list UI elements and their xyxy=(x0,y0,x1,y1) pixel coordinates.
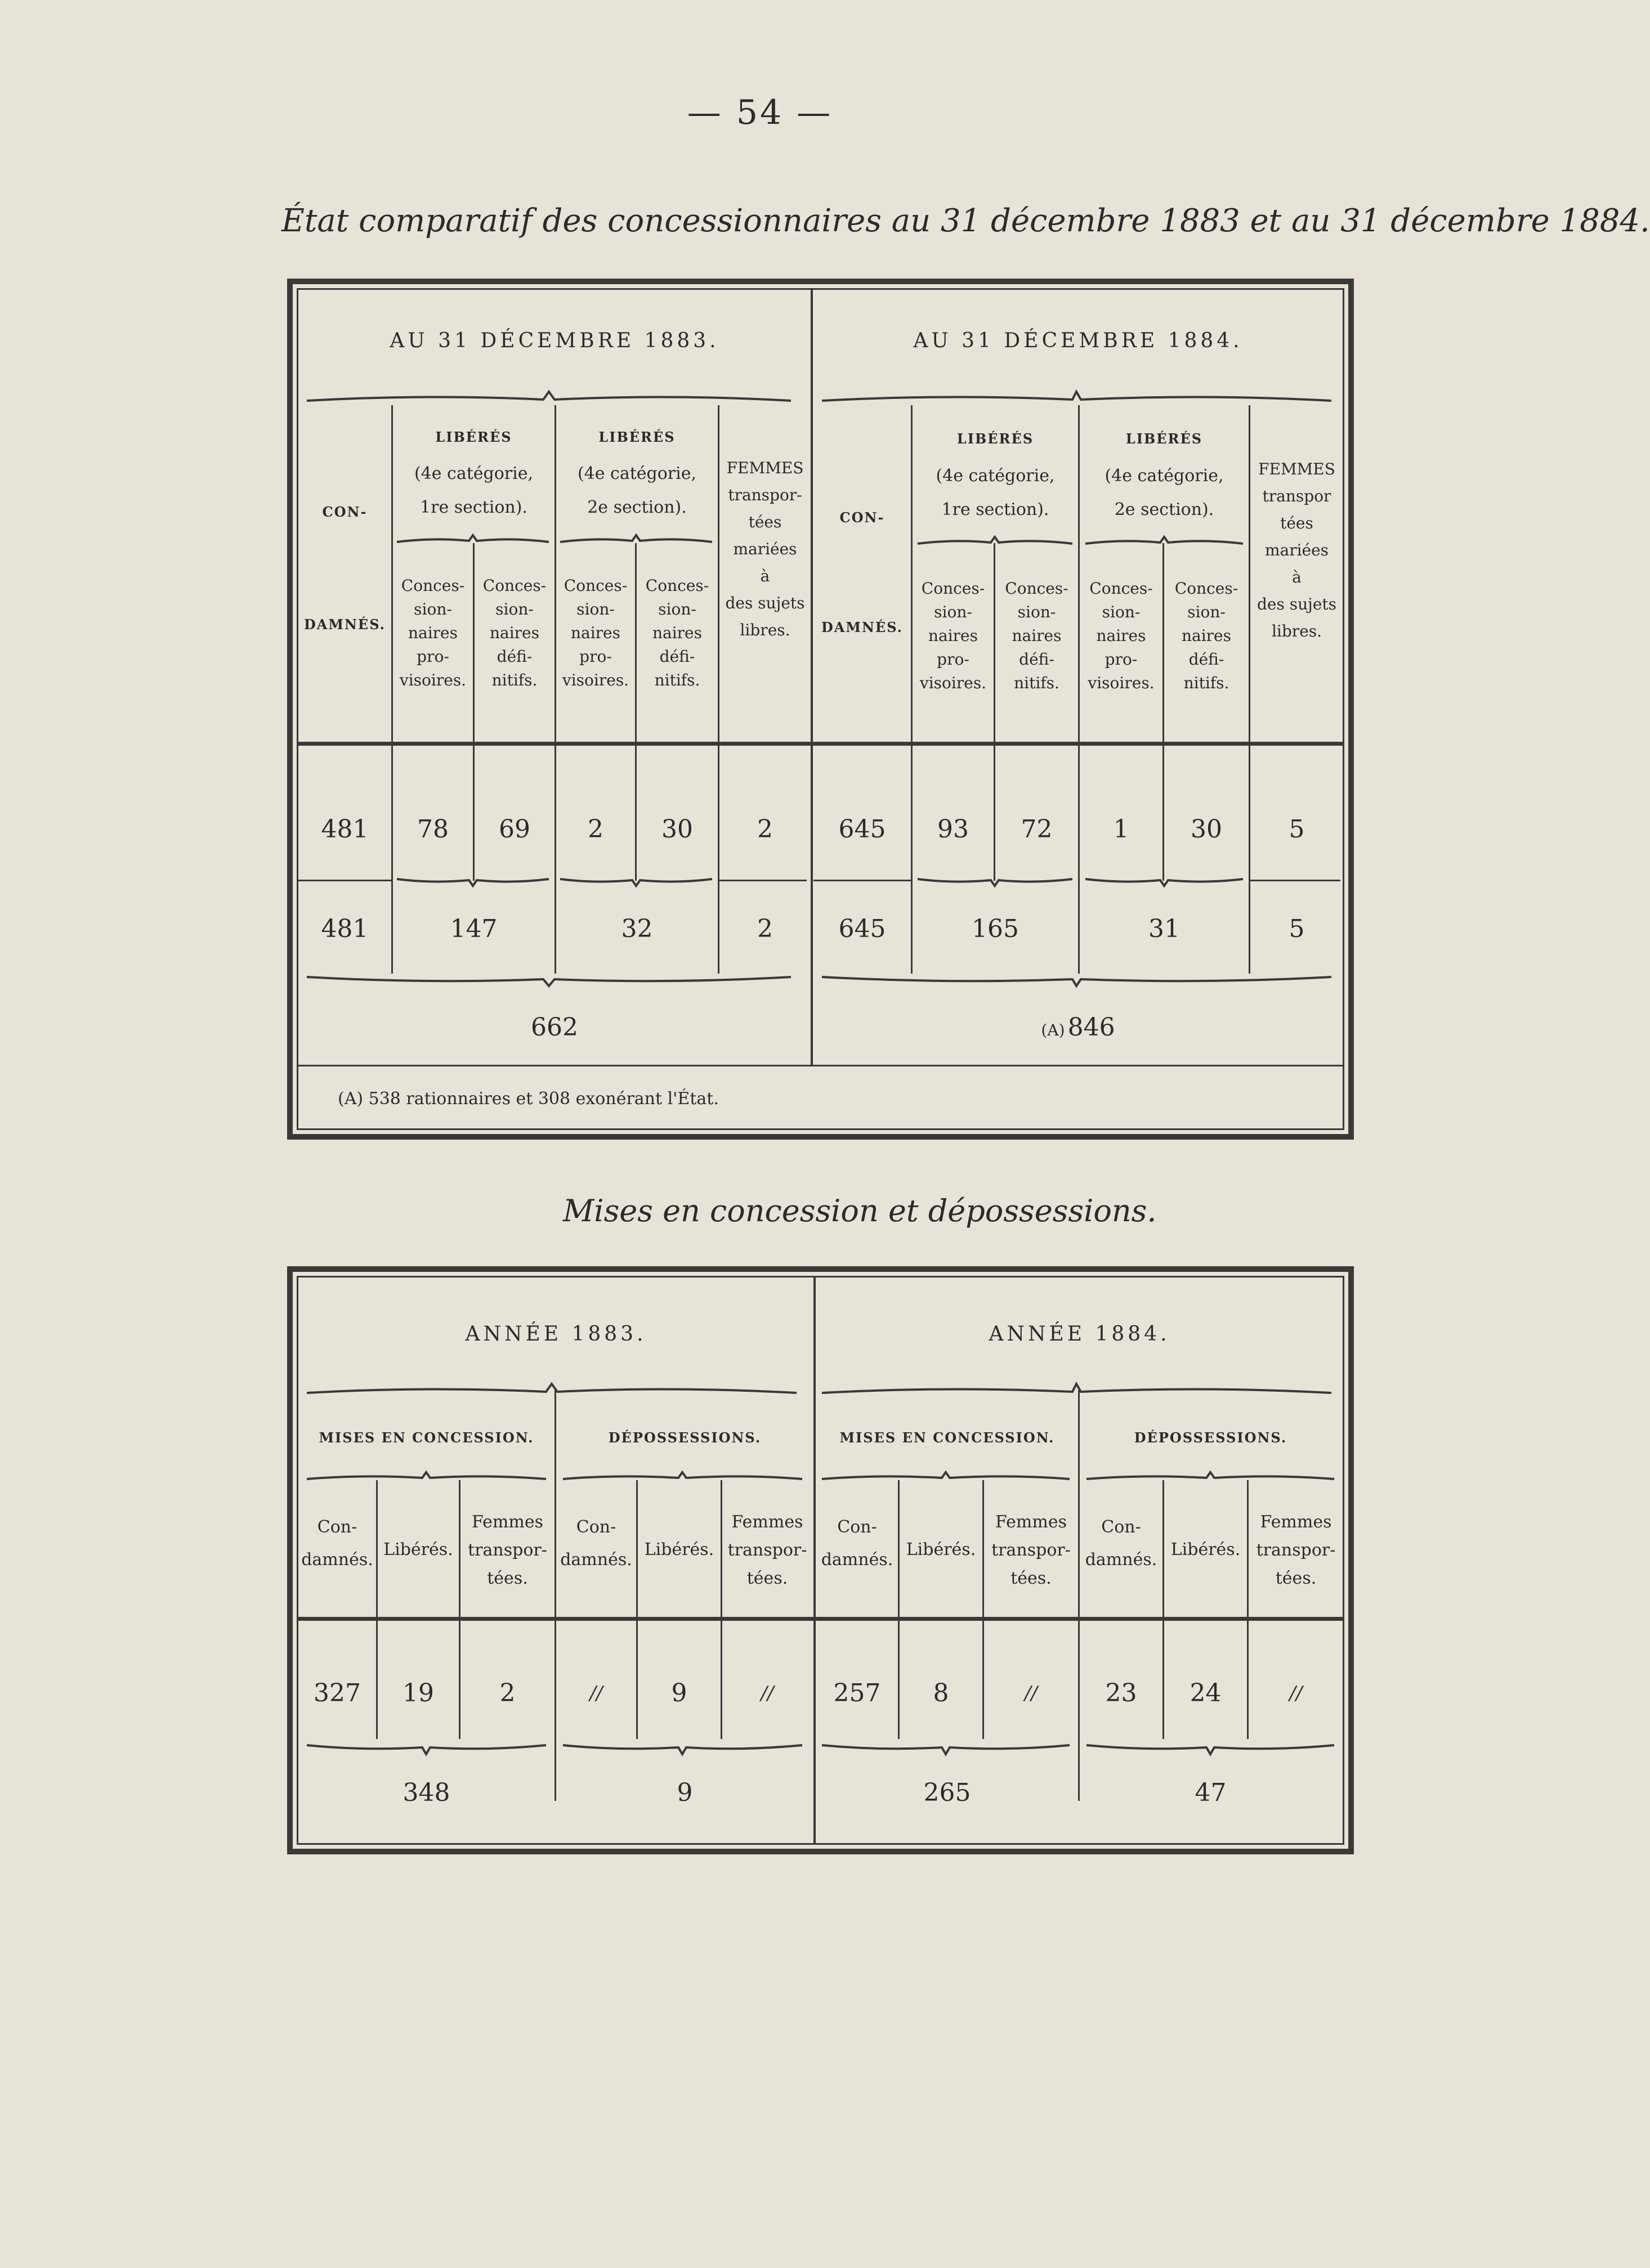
table2-title: Mises en concession et dépossessions. xyxy=(563,1193,1157,1229)
t1-right-condamnes-top: CON- xyxy=(839,509,885,526)
t2-l-r1-c2: 19 xyxy=(403,1679,434,1707)
t1-right-r2-c1: 645 xyxy=(838,915,886,943)
t1-footnote: (A) 538 rationnaires et 308 exonérant l'État. xyxy=(338,1089,719,1109)
t2-left-mises-total-brace xyxy=(307,1742,546,1756)
t2-right-header: ANNÉE 1884. xyxy=(989,1323,1170,1346)
t1-right-defi1: Conces- sion- naires défi- nitifs. xyxy=(1005,579,1068,692)
t1-right-r2-c3: 31 xyxy=(1148,915,1180,943)
t1-left-r1-c1: 481 xyxy=(321,815,369,844)
t1-right-total-marker: (A) xyxy=(1041,1021,1065,1039)
t2-right-mises-brace xyxy=(822,1469,1070,1483)
table2-center-divider xyxy=(813,1278,816,1843)
t1-left-r1-c6: 2 xyxy=(757,815,773,844)
t1-right-header-brace xyxy=(822,389,1331,404)
t1-left-row-sep-b xyxy=(719,880,807,881)
t1-left-total-brace xyxy=(307,974,791,988)
t1-left-header: AU 31 DÉCEMBRE 1883. xyxy=(390,329,719,352)
t2-right-mises: MISES EN CONCESSION. xyxy=(839,1429,1055,1446)
t1-right-lib1-cat: (4e catégorie, xyxy=(936,466,1055,486)
t2-r-lib2: Libérés. xyxy=(1170,1540,1241,1559)
t2-l-fem2: Femmes transpor- tées. xyxy=(727,1512,807,1588)
t2-l-r1-c4: // xyxy=(589,1682,603,1705)
t1-header-rule xyxy=(298,742,1343,746)
t1-left-row-sep-a xyxy=(298,880,391,881)
t1-left-lib2-cat: (4e catégorie, xyxy=(577,464,697,483)
t1-right-total: 846 xyxy=(1067,1013,1115,1042)
t1-left-prov1: Conces- sion- naires pro- visoires. xyxy=(399,576,467,689)
t2-left-depos: DÉPOSSESSIONS. xyxy=(608,1429,762,1446)
t2-l-lib2: Libérés. xyxy=(644,1540,714,1559)
t1-footnote-rule xyxy=(298,1065,1343,1066)
t1-right-header: AU 31 DÉCEMBRE 1884. xyxy=(913,329,1243,352)
t2-left-mises-total: 348 xyxy=(403,1778,450,1807)
t2-l-r1-c5: 9 xyxy=(671,1679,687,1707)
t2-l-lib: Libérés. xyxy=(383,1540,453,1559)
t1-right-r1-c6: 5 xyxy=(1289,815,1305,844)
t1-left-defi1: Conces- sion- naires défi- nitifs. xyxy=(482,576,547,689)
t1-left-r2-c1: 481 xyxy=(321,915,369,943)
t1-left-defi2: Conces- sion- naires défi- nitifs. xyxy=(645,576,709,689)
t1-left-total: 662 xyxy=(531,1013,578,1042)
t1-right-total-wrap xyxy=(813,1013,1343,1042)
t1-right-r1-c3: 72 xyxy=(1021,815,1053,844)
t2-left-header-brace xyxy=(307,1382,797,1396)
t1-right-lib2-cat: (4e catégorie, xyxy=(1105,466,1224,486)
t1-right-lib1-sec: 1re section). xyxy=(941,500,1049,519)
t1-right-row-sep-b xyxy=(1250,880,1340,881)
t2-right-depos-total-brace xyxy=(1086,1742,1334,1756)
t2-l-con2: Con- damnés. xyxy=(560,1517,632,1570)
t1-right-prov1: Conces- sion- naires pro- visoires. xyxy=(919,579,987,692)
t2-l-r1-c6: // xyxy=(761,1682,774,1705)
t1-right-row-brace-2 xyxy=(1085,873,1243,888)
table1-center-divider xyxy=(811,290,813,1066)
t1-right-prov2: Conces- sion- naires pro- visoires. xyxy=(1088,579,1155,692)
t1-left-lib1-sec: 1re section). xyxy=(420,497,527,517)
t1-right-lib1-brace xyxy=(918,534,1072,548)
t1-right-lib2-label: LIBÉRÉS xyxy=(1125,431,1203,447)
t2-left-mid-line xyxy=(555,1390,556,1801)
t1-right-r2-c4: 5 xyxy=(1289,915,1305,943)
t1-left-lib1-label: LIBÉRÉS xyxy=(435,429,512,445)
t2-right-mises-total-brace xyxy=(822,1742,1070,1756)
t1-left-r2-c3: 32 xyxy=(621,915,653,943)
t2-l-r1-c3: 2 xyxy=(499,1679,516,1707)
t2-l-fem: Femmes transpor- tées. xyxy=(468,1512,547,1588)
t2-left-mises: MISES EN CONCESSION. xyxy=(319,1429,534,1446)
t1-left-lib1-cat: (4e catégorie, xyxy=(414,464,534,483)
t2-r-con: Con- damnés. xyxy=(821,1517,893,1570)
t2-header-rule xyxy=(298,1617,1343,1621)
t1-right-row-sep-a xyxy=(813,880,911,881)
t1-left-prov2: Conces- sion- naires pro- visoires. xyxy=(562,576,629,689)
t1-right-lib2-sec: 2e section). xyxy=(1114,500,1214,519)
t1-left-r1-c4: 2 xyxy=(588,815,603,844)
t1-right-defi2: Conces- sion- naires défi- nitifs. xyxy=(1174,579,1238,692)
t1-left-header-brace xyxy=(307,389,791,404)
t2-left-depos-total: 9 xyxy=(677,1778,693,1807)
t1-right-lib1-label: LIBÉRÉS xyxy=(956,431,1034,447)
t1-left-condamnes-bottom: DAMNÉS. xyxy=(303,616,386,633)
t2-left-depos-brace xyxy=(563,1469,802,1483)
table1-inner-frame xyxy=(297,288,1344,1130)
t1-left-r1-c5: 30 xyxy=(661,815,693,844)
t1-left-lib2-label: LIBÉRÉS xyxy=(598,429,676,445)
t2-r-lib: Libérés. xyxy=(906,1540,976,1559)
t2-left-header: ANNÉE 1883. xyxy=(465,1323,647,1346)
t1-right-condamnes-bottom: DAMNÉS. xyxy=(821,619,904,635)
t1-left-row-brace-1 xyxy=(397,873,549,888)
t2-right-depos-brace xyxy=(1086,1469,1334,1483)
t2-r-r1-c6: // xyxy=(1289,1682,1303,1705)
t1-right-total-brace xyxy=(822,974,1331,988)
t2-r-fem: Femmes transpor- tées. xyxy=(991,1512,1071,1588)
t1-left-r2-c2: 147 xyxy=(450,915,498,943)
t2-right-depos: DÉPOSSESSIONS. xyxy=(1134,1429,1287,1446)
t2-left-mises-brace xyxy=(307,1469,546,1483)
t1-right-femmes: FEMMES transpor tées mariées à des sujets libres. xyxy=(1256,460,1337,640)
t2-r-r1-c4: 23 xyxy=(1105,1679,1137,1707)
t1-left-lib2-brace xyxy=(560,532,712,546)
table1-title: État comparatif des concessionnaires au 31 décembre 1883 et au 31 décembre 1884. xyxy=(281,203,1650,239)
t1-left-r2-c4: 2 xyxy=(757,915,773,943)
t1-left-condamnes-top: CON- xyxy=(322,504,368,520)
t1-right-r2-c2: 165 xyxy=(972,915,1019,943)
t1-left-femmes: FEMMES transpor- tées mariées à des sujets libres. xyxy=(725,459,805,639)
t1-right-row-brace-1 xyxy=(918,873,1072,888)
t1-right-r1-c1: 645 xyxy=(838,815,886,844)
t1-left-r1-c2: 78 xyxy=(417,815,449,844)
t1-right-lib2-brace xyxy=(1085,534,1243,548)
t2-left-depos-total-brace xyxy=(563,1742,802,1756)
t2-right-mises-total: 265 xyxy=(923,1778,971,1807)
t1-right-r1-c2: 93 xyxy=(937,815,969,844)
t2-right-mid-line xyxy=(1078,1390,1080,1801)
page-number: — 54 — xyxy=(687,93,833,132)
t2-right-depos-total: 47 xyxy=(1195,1778,1227,1807)
t1-left-row-brace-2 xyxy=(560,873,712,888)
t2-r-fem2: Femmes transpor- tées. xyxy=(1256,1512,1336,1588)
t2-r-con2: Con- damnés. xyxy=(1085,1517,1157,1570)
t1-left-r1-c3: 69 xyxy=(499,815,530,844)
t2-l-r1-c1: 327 xyxy=(314,1679,361,1707)
t1-right-r1-c5: 30 xyxy=(1191,815,1222,844)
t2-r-r1-c1: 257 xyxy=(833,1679,881,1707)
t1-right-r1-c4: 1 xyxy=(1113,815,1129,844)
t1-left-lib2-sec: 2e section). xyxy=(587,497,687,517)
t2-l-con: Con- damnés. xyxy=(301,1517,373,1570)
t2-right-header-brace xyxy=(822,1382,1331,1396)
t1-left-lib1-brace xyxy=(397,532,549,546)
t2-r-r1-c3: // xyxy=(1025,1682,1038,1705)
t2-r-r1-c5: 24 xyxy=(1190,1679,1222,1707)
t2-r-r1-c2: 8 xyxy=(933,1679,949,1707)
